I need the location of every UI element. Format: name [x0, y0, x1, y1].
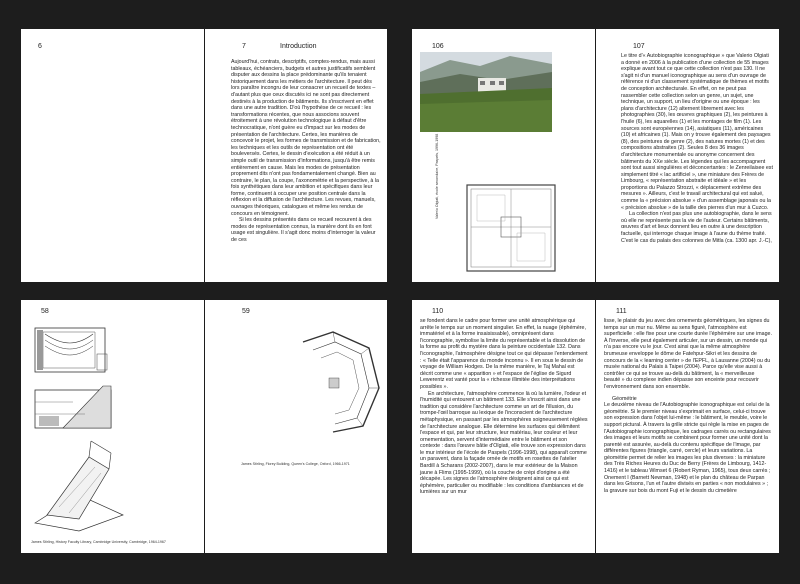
- paragraph: Aujourd'hui, contrats, descriptifs, comptes-rendus, mais aussi tableaux, échéanciers, budgets et autres justificatifs semblent disputer aux dessins la place prédominante qu'ils tenaient historiquement dans les métiers de l'architecture. Il peut dès lors paraître incongru de leur consacrer un recueil de textes – d'autant plus que ceux discutés ici ne sont pas directement destinés à la production de bâtiments. Ils s'inscrivent en effet dans une autre tradition. D'où l'hypothèse de ce recueil : les transformations récentes, que nous associons souvent étroitement à une révolution technologique à défaut d'être technocratique, n'ont guère eu d'impact sur les modes de présentation de l'architecture. Certes, les manières de concevoir le projet, les formes de transmission et de fabrication, les techniques et les outils de représentation ont été bouleversés. Certes, le dessin d'exécution a été réduit à un simple outil de transmission d'informations, jusqu'à être remis entièrement en cause. Mais les modes de présentation proprement dits n'ont pas fondamentalement changé. Bien au contraire, le plan, la coupe, l'axonométrie et la perspective, à la fois synthétiques dans leur ambition et spécifiques dans leur forme, continuent à occuper une position centrale dans la réflexion et la diffusion de l'architecture. Les revues, manuels, ouvrages théoriques, catalogues et même les rendus de concours en témoignent.: [231, 59, 381, 217]
- page-number: 6: [38, 43, 42, 50]
- body-text: [420, 318, 588, 496]
- page-111: [596, 300, 779, 553]
- page-7: [205, 29, 387, 282]
- paragraph: Le deuxième niveau de l'Autobiographie iconographique est celui de la géométrie. Si le premier niveau s'exprimait en surface, celui-ci trouve son expression dans l'objet lui-même : le bâtiment, le meuble, voire le support pictural. À travers la grille stricte qui règle la mise en pages de l'Autobiographie iconographique, les cadrages carrés ou rectangulaires des images et leurs motifs se combinent pour former une unité dont la parenté est assurée, au-delà du contenu spécifique de l'image, par différentes figures (triangle, carré, cercle) et leurs variations. La géométrie permet de relier les images les plus diverses : la miniature des Très Riches Heures du Duc de Berry (Frères de Limbourg, 1412-1416) et le tableau Wimset 6 (Robert Ryman, 1965), tous deux carrés ; Onement I (Barnett Newman, 1948) et le plan du château de Parpan dans les Grisons, l'un et l'autre divisés en parties « non modulaires » ; la gravure sur bois du mont Fuji et le dessin du cimetière: [604, 402, 771, 494]
- library-axonometric-drawing: [29, 437, 129, 533]
- library-section-drawing: [33, 380, 115, 432]
- library-plan-drawing: [33, 324, 113, 376]
- body-text: [621, 53, 773, 244]
- paragraph: Le titre d'« Autobiographie iconographique » que Valerio Olgiati a donné en 2006 à la publication d'une collection de 55 images explique avant tout ce que cette collection n'est pas 130. Il ne s'agit ni d'un manuel iconographique au sens d'un ouvrage de référence ni d'un classement systématique de thèmes et motifs de conception architecturale. En effet, on ne peut pas rassembler cette collection selon un genre, un sujet, une technique, un support, un lieu d'origine ou une époque : les plans d'architecture (12) alternent librement avec les photographies (30), les œuvres graphiques (2), les peintures à l'huile (6), les aquarelles (1) et les montages de film (1). Les sources sont européennes (14), asiatiques (11), américaines (10) et africaines (1). Mais on y trouve également des paysages (8), des peintures de genre (2), des natures mortes (1) et des compositions abstraites (2). Seules 8 des 36 images d'architecture monumentale ou anonyme concernent des bâtiments du XXe siècle. Les légendes qui les accompagnent sont tout aussi singulières et déconcertantes : le Zenreilaisee est simplement titré « lac artificiel », une miniature des Frères de Limbourg, « représentation abstraite et idéale » et les proportions du Palazzo Strozzi, « déplacement extrême des mesures ». Ailleurs, c'est le travail architectural qui est salué, comme la « précision absolue » d'un assemblage japonais ou la « précision absolue » de la taille des pierres d'un mur à Cuzco.: [621, 53, 773, 211]
- paragraph: se fondent dans le cadre pour former une unité atmosphérique qui arrête le temps sur un moment singulier. En effet, la nuage (éphémère, immatériel et à la forme insaisissable), omniprésent dans l'iconographie, symbolise la limite du représentable et la dissolution de la forme au profit du mystère dans la peinture occidentale 132. Dans l'iconographie, l'atmosphère désigne tout ce qui dépasse l'entendement : « Telle était l'apparence du monde inconnu ». Il en sous le dessin de voyage de William Hodges. De la même manière, le Taj Mahal est décrit comme une « apparition » et l'espace de l'église de Sigurd Lewerentz est vanté pour la « richesse illimitée des interprétations possibles ».: [420, 318, 588, 390]
- paragraph: La collection n'est pas plus une autobiographie, dans le sens où elle ne représente pas la vie de l'auteur. Certains bâtiments, œuvres d'art et lieux donnent lieu en outre à une description factuelle, qui interroge chaque image à l'aune du thème traité. C'est le cas du palais des colonnes de Mitla (ca. 1300 apr. J.-C),: [621, 211, 772, 244]
- body-text: [604, 318, 772, 494]
- page-107: [596, 29, 779, 282]
- page-number: 59: [242, 308, 250, 315]
- figure-caption: James Stirling, History Faculty Library, Cambridge University, Cambridge, 1964-1967: [31, 540, 166, 544]
- paragraph: Si les dessins présentés dans ce recueil recourent à des modes de représentation connus, la manière dont ils en font usage est singulière. Il s'agit donc moins d'interroger la valeur de ces: [231, 217, 376, 244]
- vertical-caption: Valerio Olgiati, école secondaire, Paspels, 1996-1998: [435, 133, 439, 219]
- page-number: 110: [432, 308, 444, 315]
- page-number: 111: [616, 308, 627, 315]
- landscape-photo: [420, 52, 552, 132]
- page-110: [412, 300, 595, 553]
- figure-caption: James Stirling, Florey Building, Queen's College, Oxford, 1966-1971: [241, 462, 350, 466]
- page-number: 106: [432, 43, 444, 50]
- school-plan-drawing: [457, 177, 569, 277]
- body-text: [231, 59, 381, 244]
- chapter-title: Introduction: [280, 43, 317, 50]
- page-number: 7: [242, 43, 246, 50]
- florey-building-plan-drawing: [293, 328, 383, 436]
- page-number: 107: [633, 43, 645, 50]
- page-number: 58: [41, 308, 49, 315]
- paragraph: En architecture, l'atmosphère commence là où la lumière, l'odeur et l'humidité qui entourent un bâtiment 133. Elle s'inscrit ainsi dans une tradition qui considère l'architecture comme un art de l'illusion, du trompe-l'œil barroque au lexique de l'inconscient de l'architecture métaphysique, en passant par les atmosphères soigneusement réglées de l'architecture analogue. Elle détermine les surfaces qui délimitent l'espace et qui, par leur structure, leur matériau, leur couleur et leur ornementation, servent d'intermédiaire entre le bâtiment et son contexte : dans l'œuvre bâtie d'Olgiati, elle trouve son expression dans le mur intérieur de l'école de Paspels (1996-1998), qui apparaît comme un paravent, dans la façade ornée de motifs en rosettes de l'atelier Bardill à Scharans (2002-2007), dans le mur extérieur de la Maison jaune à Flims (1995-1999), où la couche de crépi d'origine a été décapée. Les signes de l'atmosphère désignent ainsi ce qui est éphémère, particulier ou modifiable : les conditions d'ambiances et de lumières sur un mur: [420, 390, 588, 496]
- page-58: [21, 300, 204, 553]
- page-6: [21, 29, 204, 282]
- page-106: [412, 29, 595, 282]
- paragraph: lisse, le plaisir du jeu avec des ornements géométriques, les signes du temps sur un mur nu. Même au sens figuré, l'atmosphère est superficielle : elle fixe pour une courte durée l'éphémère sur une image. À l'inverse, elle peut également articuler, sur un dessin, un monde qui n'a pas encore vu le jour. C'est ainsi que la même atmosphère brumeuse enveloppe le dôme de Fatehpur-Sikri et les dessins de concours de la « learning center » de l'EPFL, à Lausanne (2004) ou du musée national du Palais à Taipei (2004). Parce qu'elle vise aussi à contrôler ce qui se trouve au-delà du bâtiment, la « merveilleuse beauté » du complexe indien dépasse son enceinte pour recouvrir l'environnement dans son ensemble.: [604, 318, 772, 390]
- page-59: [205, 300, 387, 553]
- section-heading: Géométrie: [612, 395, 637, 402]
